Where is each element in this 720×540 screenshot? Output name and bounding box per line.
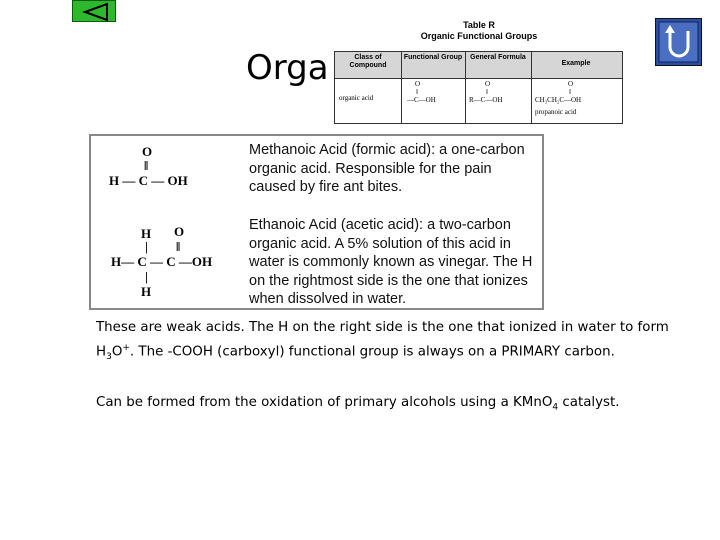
ethanoic-chain: H— C — C —OH xyxy=(111,254,213,269)
back-triangle-icon xyxy=(73,1,117,23)
methanoic-bond: ‖ xyxy=(144,158,149,173)
p2-text-a: Can be formed from the oxidation of primary alcohols using a KMnO xyxy=(96,395,553,410)
example-o: O xyxy=(568,80,574,88)
table-r-subtitle: Organic Functional Groups xyxy=(420,31,538,41)
example-bond: ‖ xyxy=(569,88,571,96)
row-class: organic acid xyxy=(339,94,374,102)
general-o: O xyxy=(485,80,491,88)
ethanoic-description: Ethanoic Acid (acetic acid): a two-carbon organic acid. A 5% solution of this acid in water is commonly known as vinegar. The H on the rightmost side is the one that ionizes when dissolved in water. xyxy=(249,217,533,308)
p2-text-b: catalyst. xyxy=(558,395,620,410)
methanoic-o: O xyxy=(142,144,153,159)
ethanoic-bar-top: | xyxy=(145,239,148,254)
methanoic-description: Methanoic Acid (formic acid): a one-carbon organic acid. Responsible for the pain caused by fire ant bites. xyxy=(249,142,525,196)
oxidation-paragraph xyxy=(96,392,696,419)
ethanoic-bond: ‖ xyxy=(176,239,181,254)
ethanoic-bar-bottom: | xyxy=(145,269,148,284)
functional-groups-table xyxy=(334,51,623,124)
weak-acid-paragraph xyxy=(96,317,676,368)
methanoic-chain: H — C — OH xyxy=(109,173,188,188)
example-name: propanoic acid xyxy=(535,108,577,116)
header-class: Class of Compound xyxy=(349,54,387,69)
table-r-image xyxy=(334,18,624,125)
ethanoic-h-bottom: H xyxy=(141,284,152,299)
ethanoic-h-top: H xyxy=(141,226,152,241)
example-formula: CH₃CH₂C—OH xyxy=(535,96,582,104)
p1-oxygen: O xyxy=(111,344,123,360)
return-button[interactable] xyxy=(655,18,702,66)
back-button[interactable] xyxy=(72,0,116,22)
p1-superscript: + xyxy=(122,343,130,353)
ethanoic-o: O xyxy=(174,224,185,239)
group-bond: ‖ xyxy=(416,88,418,96)
header-example: Example xyxy=(561,60,591,67)
acid-structures-figure xyxy=(89,134,544,310)
page-title: Orga xyxy=(246,48,329,88)
header-general: General Formula xyxy=(470,54,526,61)
group-formula: —C—OH xyxy=(407,96,436,104)
table-r-title: Table R xyxy=(463,20,495,30)
p2-subscript: 4 xyxy=(552,402,559,413)
p1-text-b: . The -COOH (carboxyl) functional group is always on a PRIMARY carbon. xyxy=(129,344,615,360)
p1-text-a: These are weak acids. The H on the right side is the one that ionized in water to form H xyxy=(96,320,669,360)
general-bond: ‖ xyxy=(486,88,488,96)
general-formula: R—C—OH xyxy=(469,96,503,104)
p1-subscript: 3 xyxy=(106,352,112,363)
header-group: Functional Group xyxy=(403,54,463,61)
return-arrow-icon xyxy=(656,19,703,67)
group-o: O xyxy=(415,80,421,88)
